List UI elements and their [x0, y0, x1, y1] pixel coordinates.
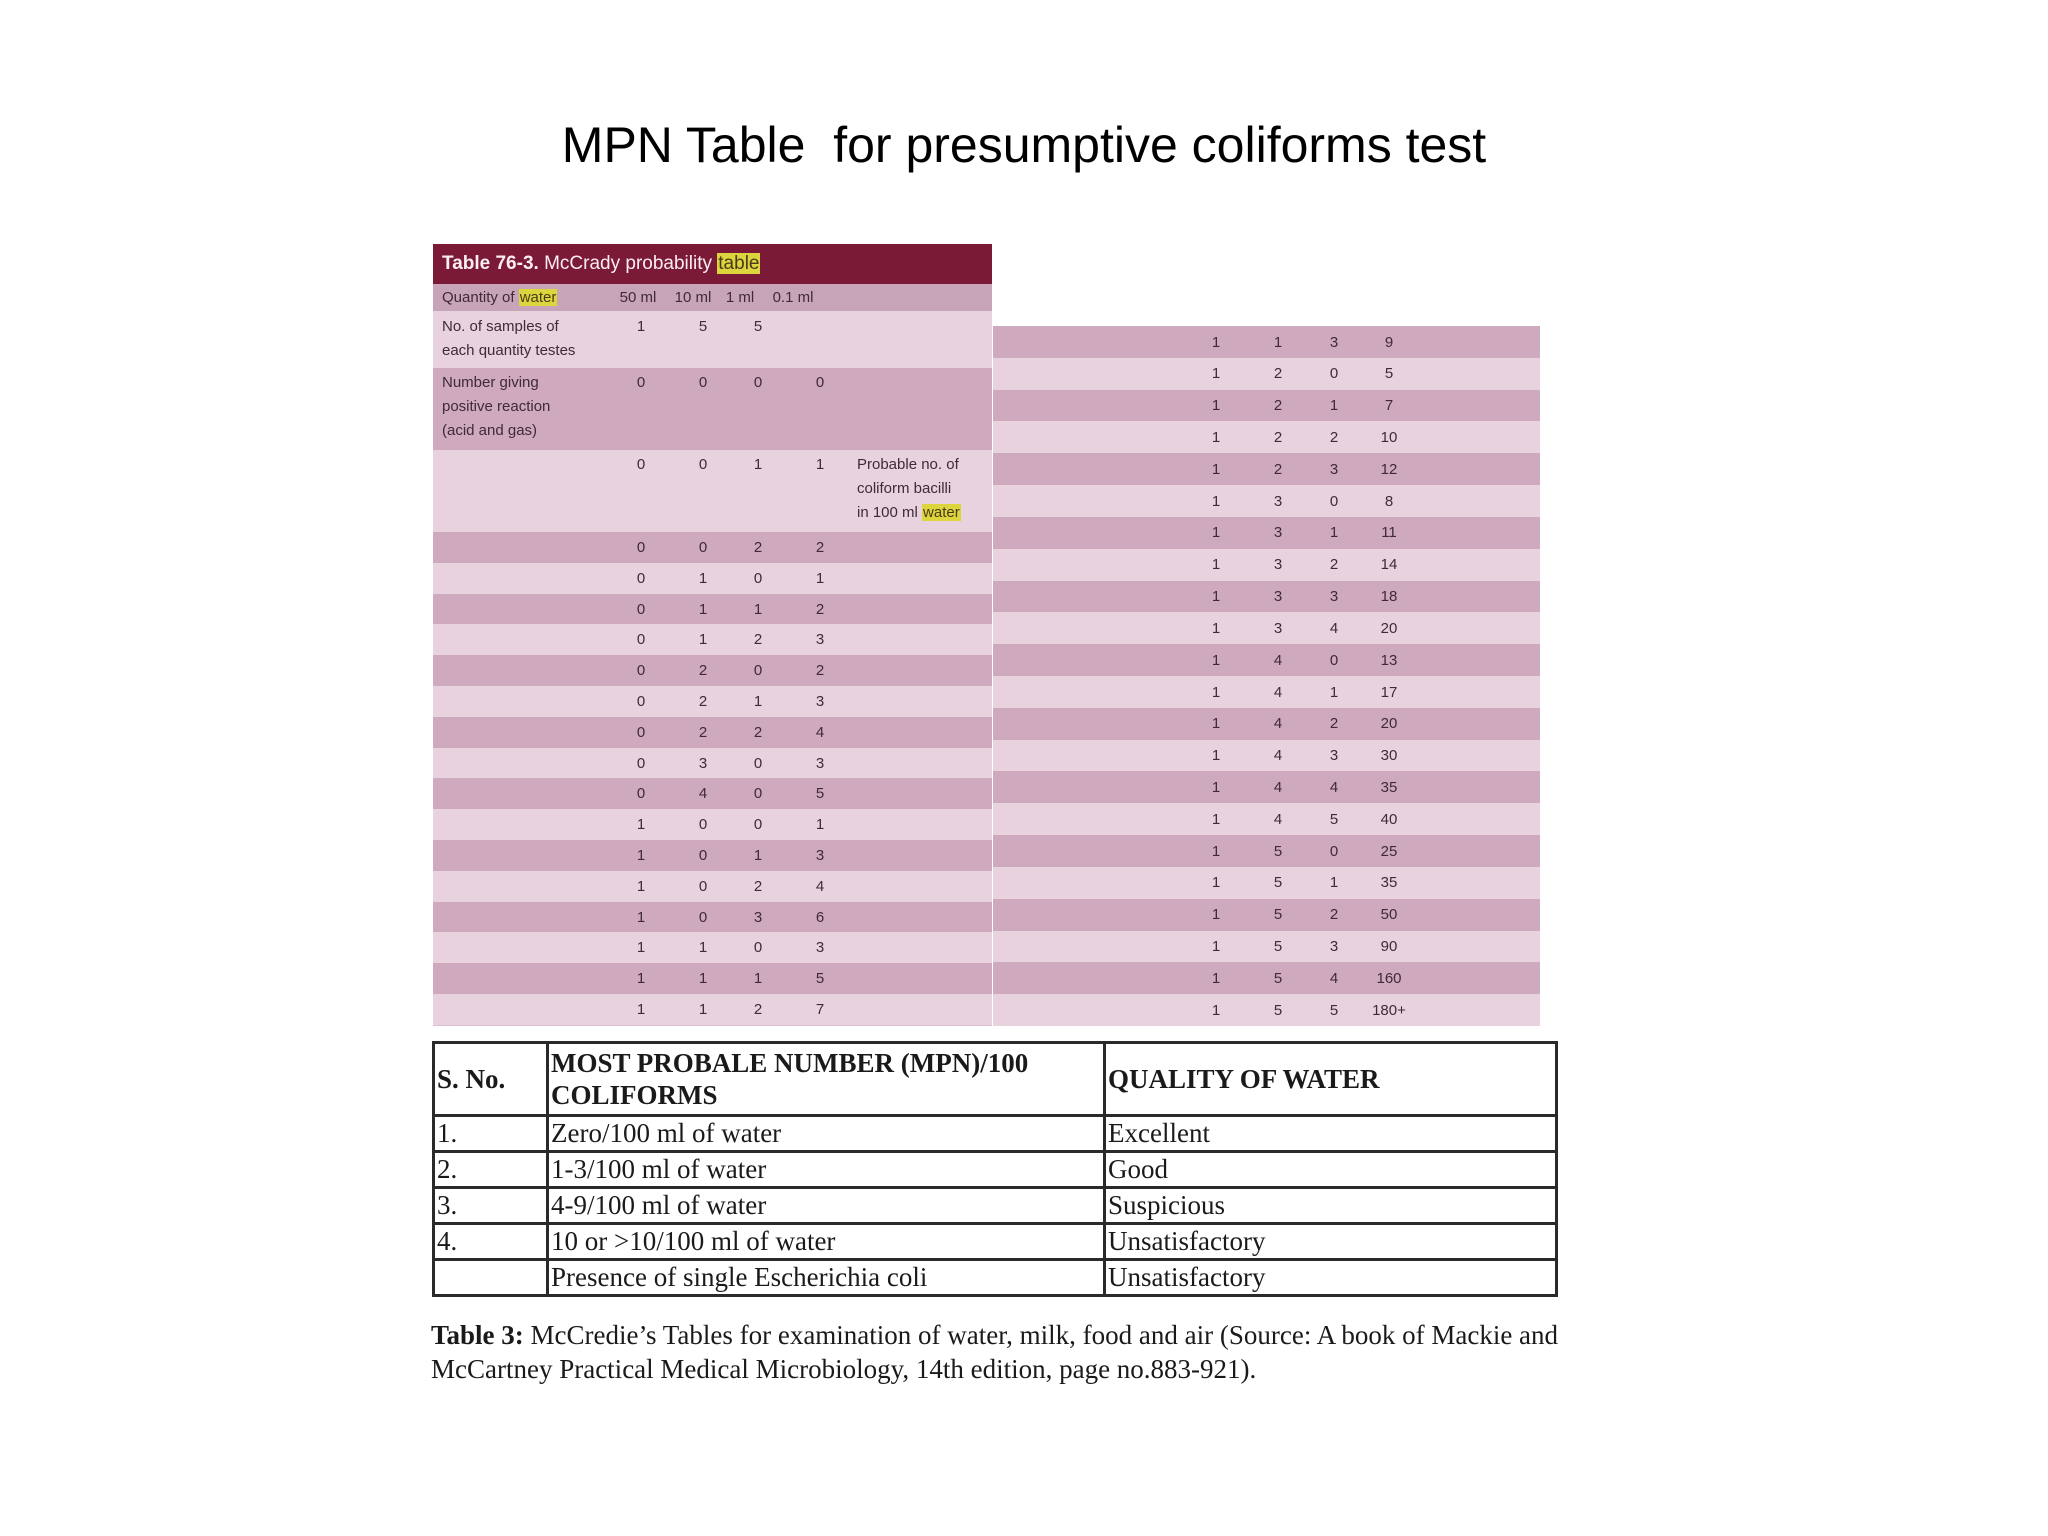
data-cell: 0: [698, 847, 708, 864]
cell-mpn: Presence of single Escherichia coli: [548, 1260, 1105, 1296]
data-cell: 25: [1380, 842, 1398, 860]
data-cell: 3: [1329, 588, 1339, 606]
table-row: [433, 748, 992, 779]
table-row: [993, 676, 1540, 708]
table-row: [993, 994, 1540, 1026]
caption-label: Table 3:: [431, 1320, 524, 1350]
data-cell: 3: [1273, 588, 1283, 606]
data-cell: 5: [1273, 906, 1283, 924]
data-cell: 0: [636, 693, 646, 710]
mccrady-table-title: [433, 244, 992, 284]
cell-mpn: 10 or >10/100 ml of water: [548, 1224, 1105, 1260]
data-cell: 1: [1211, 874, 1221, 892]
samples-label-1: No. of samples of: [442, 318, 559, 335]
samples-value: 5: [698, 318, 708, 335]
data-cell: 1: [753, 600, 763, 618]
data-cell: 30: [1380, 747, 1398, 765]
data-cell: 13: [1380, 651, 1398, 669]
positive-label-1: Number giving: [442, 374, 539, 391]
table-row: [993, 962, 1540, 994]
data-cell: 5: [815, 970, 825, 988]
data-cell: 1: [698, 569, 708, 587]
data-cell: 1: [1329, 683, 1339, 701]
data-cell: 4: [1273, 651, 1283, 669]
data-cell: 4: [1329, 969, 1339, 987]
data-cell: 3: [1273, 619, 1283, 637]
data-cell: 1: [636, 847, 646, 864]
data-cell: 0: [636, 754, 646, 772]
data-cell: 0: [753, 569, 763, 587]
data-cell: 1: [636, 816, 646, 834]
data-cell: 1: [636, 939, 646, 957]
data-cell: 3: [753, 908, 763, 926]
data-cell: 0: [1329, 842, 1339, 860]
positive-value: 0: [815, 374, 825, 391]
data-cell: 3: [1329, 460, 1339, 478]
table-row: [993, 612, 1540, 644]
data-cell: 5: [1273, 874, 1283, 892]
data-cell: 35: [1380, 874, 1398, 892]
data-cell: 2: [815, 539, 825, 556]
data-cell: 1: [1211, 397, 1221, 415]
data-cell: 1: [1211, 1001, 1221, 1019]
caption-text: McCredie’s Tables for examination of water, milk, food and air (Source: A book of Mackie and McCartney Practical Medical Microbiology, 14th edition, page no.883-921).: [431, 1320, 1559, 1384]
data-cell: 1: [698, 939, 708, 957]
data-cell: 180+: [1372, 1001, 1406, 1019]
table-row: [993, 803, 1540, 835]
table-row: [433, 932, 992, 963]
data-cell: 2: [1329, 556, 1339, 574]
table-row: [993, 867, 1540, 899]
data-cell: 1: [815, 456, 825, 473]
data-cell: 1: [1329, 874, 1339, 892]
data-cell: 4: [1329, 778, 1339, 796]
cell-sno: [434, 1260, 548, 1296]
probable-number-note: [857, 453, 992, 525]
table-row: [993, 485, 1540, 517]
table-row: [993, 390, 1540, 422]
positive-value: 0: [698, 374, 708, 391]
data-cell: 1: [1211, 333, 1221, 351]
data-cell: 1: [1211, 524, 1221, 542]
positive-label-2: positive reaction: [442, 398, 551, 415]
data-cell: 1: [815, 816, 825, 834]
data-cell: 1: [1211, 428, 1221, 446]
data-cell: 1: [1211, 683, 1221, 701]
data-cell: 5: [1329, 1001, 1339, 1019]
data-cell: 1: [1273, 333, 1283, 351]
data-cell: 35: [1380, 778, 1398, 796]
data-cell: 0: [753, 785, 763, 803]
data-cell: 5: [815, 785, 825, 803]
data-cell: 1: [1211, 460, 1221, 478]
data-cell: 2: [1329, 715, 1339, 733]
data-cell: 7: [1384, 397, 1394, 415]
header-mpn: MOST PROBALE NUMBER (MPN)/100 COLIFORMS: [548, 1043, 1105, 1116]
table-row: [433, 532, 992, 563]
note-line-3: in 100 ml water: [857, 504, 960, 521]
data-cell: 2: [1273, 397, 1283, 415]
data-cell: 8: [1384, 492, 1394, 510]
data-cell: 4: [1273, 778, 1283, 796]
table-row: [433, 902, 992, 933]
cell-quality: Unsatisfactory: [1105, 1260, 1557, 1296]
table-row: [993, 771, 1540, 803]
data-cell: 2: [815, 662, 825, 680]
data-cell: 11: [1381, 524, 1397, 542]
data-cell: 4: [1273, 747, 1283, 765]
positive-value: 0: [753, 374, 763, 391]
data-cell: 5: [1273, 842, 1283, 860]
table-row: [993, 931, 1540, 963]
table-row: [434, 1152, 1557, 1188]
data-cell: 0: [698, 877, 708, 895]
data-cell: 1: [753, 847, 763, 864]
table-row: [433, 963, 992, 994]
data-cell: 3: [1329, 747, 1339, 765]
data-cell: 4: [1273, 715, 1283, 733]
data-cell: 0: [753, 939, 763, 957]
data-cell: 0: [636, 600, 646, 618]
data-cell: 4: [1273, 810, 1283, 828]
quantity-1ml: 1 ml: [725, 289, 755, 306]
table-row: [433, 686, 992, 717]
table-row: [993, 644, 1540, 676]
data-cell: 1: [1211, 938, 1221, 956]
table-row: [434, 1188, 1557, 1224]
data-cell: 1: [815, 569, 825, 587]
data-cell: 0: [636, 456, 646, 473]
data-cell: 1: [1211, 778, 1221, 796]
cell-sno: 2.: [434, 1152, 548, 1188]
data-cell: 20: [1380, 619, 1398, 637]
data-cell: 1: [636, 908, 646, 926]
data-cell: 4: [1329, 619, 1339, 637]
data-cell: 0: [698, 456, 708, 473]
data-cell: 3: [815, 939, 825, 957]
data-cell: 5: [1273, 969, 1283, 987]
data-cell: 0: [698, 908, 708, 926]
table-row: [433, 563, 992, 594]
data-cell: 1: [636, 877, 646, 895]
positive-label-3: (acid and gas): [442, 422, 538, 439]
table-row: [993, 899, 1540, 931]
data-cell: 1: [698, 1001, 708, 1018]
data-cell: 5: [1329, 810, 1339, 828]
table-row: [434, 1260, 1557, 1296]
data-cell: 1: [698, 970, 708, 988]
data-cell: 1: [753, 456, 763, 473]
data-cell: 3: [698, 754, 708, 772]
data-cell: 2: [698, 723, 708, 741]
mccrady-table-right: [993, 326, 1540, 1026]
table-row: [433, 871, 992, 902]
data-cell: 6: [815, 908, 825, 926]
data-cell: 2: [698, 693, 708, 710]
cell-sno: 3.: [434, 1188, 548, 1224]
cell-quality: Suspicious: [1105, 1188, 1557, 1224]
first-data-row: [433, 450, 992, 532]
table-row: [993, 453, 1540, 485]
quantity-header-row: [433, 284, 992, 311]
data-cell: 5: [1384, 365, 1394, 383]
data-cell: 1: [698, 631, 708, 649]
table-caption: [431, 1318, 1571, 1386]
data-cell: 2: [753, 1001, 763, 1018]
header-sno: S. No.: [434, 1043, 548, 1116]
data-cell: 5: [1273, 1001, 1283, 1019]
data-cell: 2: [698, 662, 708, 680]
data-cell: 0: [636, 569, 646, 587]
data-cell: 4: [698, 785, 708, 803]
data-cell: 0: [636, 631, 646, 649]
data-cell: 1: [1211, 651, 1221, 669]
data-cell: 0: [636, 662, 646, 680]
data-cell: 40: [1380, 810, 1398, 828]
data-cell: 1: [636, 970, 646, 988]
mccrady-title-text: McCrady probability: [544, 253, 712, 274]
mccrady-table-left: [433, 244, 992, 1026]
cell-sno: 1.: [434, 1116, 548, 1152]
data-cell: 1: [1329, 524, 1339, 542]
data-cell: 0: [1329, 365, 1339, 383]
data-cell: 0: [753, 816, 763, 834]
cell-quality: Unsatisfactory: [1105, 1224, 1557, 1260]
data-cell: 2: [1329, 906, 1339, 924]
data-cell: 1: [1211, 588, 1221, 606]
samples-label-2: each quantity testes: [442, 342, 576, 359]
table-row: [433, 655, 992, 686]
table-row: [433, 717, 992, 748]
mccrady-title-prefix: Table 76-3.: [442, 253, 539, 274]
quantity-label: Quantity of water: [442, 289, 557, 306]
note-line-2: coliform bacilli: [857, 480, 952, 497]
data-cell: 0: [1329, 492, 1339, 510]
cell-mpn: 1-3/100 ml of water: [548, 1152, 1105, 1188]
data-cell: 2: [1329, 428, 1339, 446]
table-row: [993, 835, 1540, 867]
table-row: [433, 594, 992, 625]
data-cell: 4: [815, 877, 825, 895]
data-cell: 3: [815, 847, 825, 864]
data-cell: 1: [1211, 842, 1221, 860]
table-row: [433, 840, 992, 871]
data-cell: 7: [815, 1001, 825, 1018]
data-cell: 1: [1211, 492, 1221, 510]
table-row: [433, 809, 992, 840]
table-row: [434, 1224, 1557, 1260]
table-row: [993, 549, 1540, 581]
data-cell: 10: [1380, 428, 1398, 446]
table-row: [993, 358, 1540, 390]
data-cell: 2: [1273, 428, 1283, 446]
cell-sno: 4.: [434, 1224, 548, 1260]
data-cell: 1: [1211, 969, 1221, 987]
data-cell: 3: [815, 754, 825, 772]
positive-value: 0: [636, 374, 646, 391]
data-cell: 5: [1273, 938, 1283, 956]
water-quality-table: [432, 1041, 1558, 1297]
data-cell: 90: [1380, 938, 1398, 956]
data-cell: 18: [1380, 588, 1398, 606]
cell-mpn: 4-9/100 ml of water: [548, 1188, 1105, 1224]
data-cell: 0: [753, 754, 763, 772]
data-cell: 3: [1329, 333, 1339, 351]
table-row: [993, 517, 1540, 549]
data-cell: 1: [1211, 365, 1221, 383]
data-cell: 0: [636, 785, 646, 803]
data-cell: 0: [636, 539, 646, 556]
data-cell: 3: [815, 693, 825, 710]
data-cell: 17: [1380, 683, 1398, 701]
data-cell: 3: [1273, 556, 1283, 574]
table-row: [433, 778, 992, 809]
data-cell: 3: [1273, 492, 1283, 510]
data-cell: 1: [636, 1001, 646, 1018]
data-cell: 4: [815, 723, 825, 741]
data-cell: 0: [698, 539, 708, 556]
quantity-0-1ml: 0.1 ml: [772, 289, 814, 306]
data-cell: 2: [753, 631, 763, 649]
data-cell: 2: [1273, 365, 1283, 383]
table-row: [993, 740, 1540, 772]
data-cell: 3: [1329, 938, 1339, 956]
quantity-50ml: 50 ml: [619, 289, 657, 306]
header-quality: QUALITY OF WATER: [1105, 1043, 1557, 1116]
table-row: [993, 326, 1540, 358]
table-row: [434, 1116, 1557, 1152]
data-cell: 2: [753, 877, 763, 895]
data-cell: 2: [753, 723, 763, 741]
data-cell: 2: [753, 539, 763, 556]
cell-quality: Excellent: [1105, 1116, 1557, 1152]
positive-reaction-row: [433, 368, 992, 450]
data-cell: 1: [1211, 906, 1221, 924]
data-cell: 1: [1211, 810, 1221, 828]
data-cell: 1: [1211, 747, 1221, 765]
data-cell: 1: [1211, 556, 1221, 574]
cell-mpn: Zero/100 ml of water: [548, 1116, 1105, 1152]
samples-value: 1: [636, 318, 646, 335]
table-row: [433, 624, 992, 655]
mccrady-title-highlight: table: [718, 253, 760, 274]
data-cell: 0: [1329, 651, 1339, 669]
table-row: [993, 581, 1540, 613]
data-cell: 1: [1211, 619, 1221, 637]
table-header-row: [434, 1043, 1557, 1116]
data-cell: 1: [753, 970, 763, 988]
data-cell: 2: [815, 600, 825, 618]
data-cell: 3: [815, 631, 825, 649]
data-cell: 9: [1384, 333, 1394, 351]
data-cell: 12: [1380, 460, 1398, 478]
cell-quality: Good: [1105, 1152, 1557, 1188]
data-cell: 1: [753, 693, 763, 710]
table-row: [433, 994, 992, 1025]
data-cell: 3: [1273, 524, 1283, 542]
data-cell: 50: [1380, 906, 1398, 924]
quantity-10ml: 10 ml: [674, 289, 712, 306]
data-cell: 2: [1273, 460, 1283, 478]
table-row: [993, 421, 1540, 453]
samples-row: [433, 311, 992, 368]
note-line-1: Probable no. of: [857, 456, 959, 473]
data-cell: 0: [698, 816, 708, 834]
data-cell: 4: [1273, 683, 1283, 701]
slide-title: MPN Table for presumptive coliforms test: [561, 117, 1487, 173]
samples-value: 5: [753, 318, 763, 335]
data-cell: 160: [1376, 969, 1402, 987]
data-cell: 0: [753, 662, 763, 680]
data-cell: 1: [1329, 397, 1339, 415]
data-cell: 20: [1380, 715, 1398, 733]
data-cell: 14: [1380, 556, 1398, 574]
data-cell: 0: [636, 723, 646, 741]
data-cell: 1: [1211, 715, 1221, 733]
table-row: [993, 708, 1540, 740]
data-cell: 1: [698, 600, 708, 618]
